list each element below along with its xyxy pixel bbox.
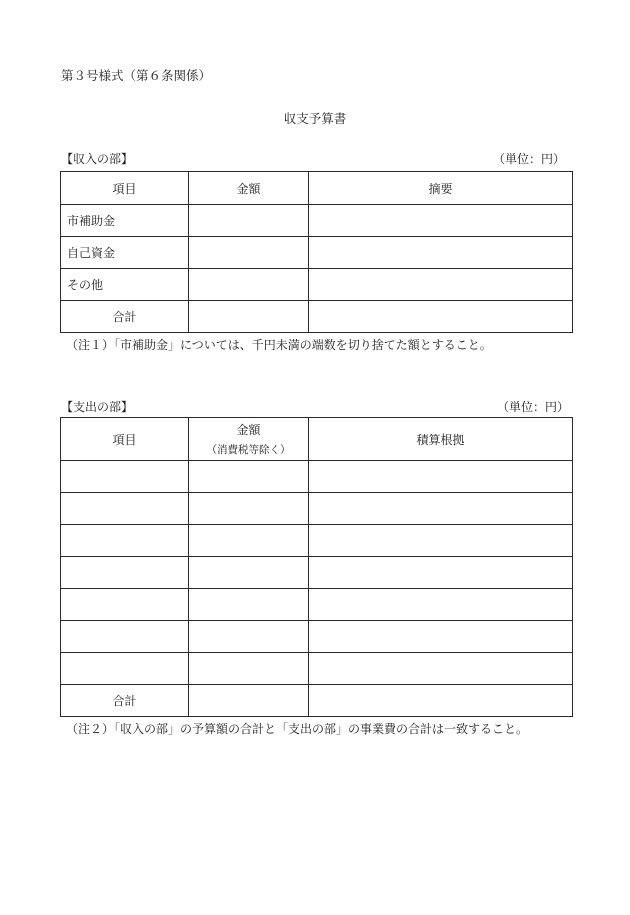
expense-basis-cell[interactable] — [309, 653, 573, 685]
revenue-total-remarks-cell[interactable] — [309, 301, 573, 333]
expense-row — [61, 525, 573, 557]
revenue-remarks-cell[interactable] — [309, 237, 573, 269]
revenue-header-row — [61, 172, 573, 205]
revenue-row — [61, 205, 573, 237]
revenue-header-remarks: 摘要 — [309, 172, 573, 205]
revenue-heading: 【収入の部】 — [61, 152, 134, 166]
expense-basis-cell[interactable] — [309, 493, 573, 525]
expense-basis-cell[interactable] — [309, 525, 573, 557]
expense-amount-cell[interactable] — [189, 589, 309, 621]
expense-item-cell[interactable] — [61, 461, 189, 493]
expense-row — [61, 589, 573, 621]
expense-item-cell[interactable] — [61, 653, 189, 685]
expense-amount-cell[interactable] — [189, 653, 309, 685]
revenue-total-amount-cell[interactable] — [189, 301, 309, 333]
expense-total-amount-cell[interactable] — [189, 685, 309, 717]
expense-heading: 【支出の部】 — [61, 400, 134, 414]
revenue-row — [61, 237, 573, 269]
expense-row — [61, 493, 573, 525]
expense-item-cell[interactable] — [61, 557, 189, 589]
revenue-remarks-cell[interactable] — [309, 205, 573, 237]
revenue-remarks-cell[interactable] — [309, 269, 573, 301]
revenue-header-amount: 金額 — [189, 172, 309, 205]
expense-row — [61, 557, 573, 589]
expense-item-cell[interactable] — [61, 589, 189, 621]
expense-basis-cell[interactable] — [309, 557, 573, 589]
revenue-amount-cell[interactable] — [189, 205, 309, 237]
revenue-total-row — [61, 301, 573, 333]
expense-unit-label: （単位：円） — [497, 400, 570, 414]
expense-header-row — [61, 418, 573, 461]
expense-header-amount-sublabel: （消費税等除く） — [206, 444, 291, 456]
expense-amount-cell[interactable] — [189, 525, 309, 557]
revenue-amount-cell[interactable] — [189, 237, 309, 269]
revenue-unit-label: （単位：円） — [493, 152, 566, 166]
expense-header-amount-label: 金額 — [236, 423, 261, 437]
expense-header-basis: 積算根拠 — [309, 418, 573, 461]
form-number: 第３号様式（第６条関係） — [61, 68, 212, 83]
revenue-item-cell: その他 — [61, 269, 189, 301]
expense-item-cell[interactable] — [61, 621, 189, 653]
revenue-item-cell: 市補助金 — [61, 205, 189, 237]
revenue-amount-cell[interactable] — [189, 269, 309, 301]
expense-note: （注２）「収入の部」の予算額の合計と「支出の部」の事業費の合計は一致すること。 — [66, 722, 529, 736]
expense-table — [60, 417, 573, 717]
revenue-table — [60, 171, 573, 333]
expense-item-cell[interactable] — [61, 525, 189, 557]
document-title: 収支予算書 — [283, 111, 347, 126]
expense-basis-cell[interactable] — [309, 589, 573, 621]
expense-total-label: 合計 — [61, 685, 189, 717]
revenue-item-cell: 自己資金 — [61, 237, 189, 269]
expense-total-row — [61, 685, 573, 717]
expense-header-amount — [189, 418, 309, 461]
expense-amount-cell[interactable] — [189, 621, 309, 653]
revenue-row — [61, 269, 573, 301]
expense-total-basis-cell[interactable] — [309, 685, 573, 717]
expense-row — [61, 621, 573, 653]
expense-amount-cell[interactable] — [189, 461, 309, 493]
revenue-header-item: 項目 — [61, 172, 189, 205]
expense-basis-cell[interactable] — [309, 621, 573, 653]
revenue-note: （注１）「市補助金」については、千円未満の端数を切り捨てた額とすること。 — [66, 338, 492, 352]
expense-amount-cell[interactable] — [189, 557, 309, 589]
expense-row — [61, 653, 573, 685]
revenue-total-label: 合計 — [61, 301, 189, 333]
expense-basis-cell[interactable] — [309, 461, 573, 493]
expense-row — [61, 461, 573, 493]
expense-item-cell[interactable] — [61, 493, 189, 525]
expense-amount-cell[interactable] — [189, 493, 309, 525]
expense-header-item: 項目 — [61, 418, 189, 461]
